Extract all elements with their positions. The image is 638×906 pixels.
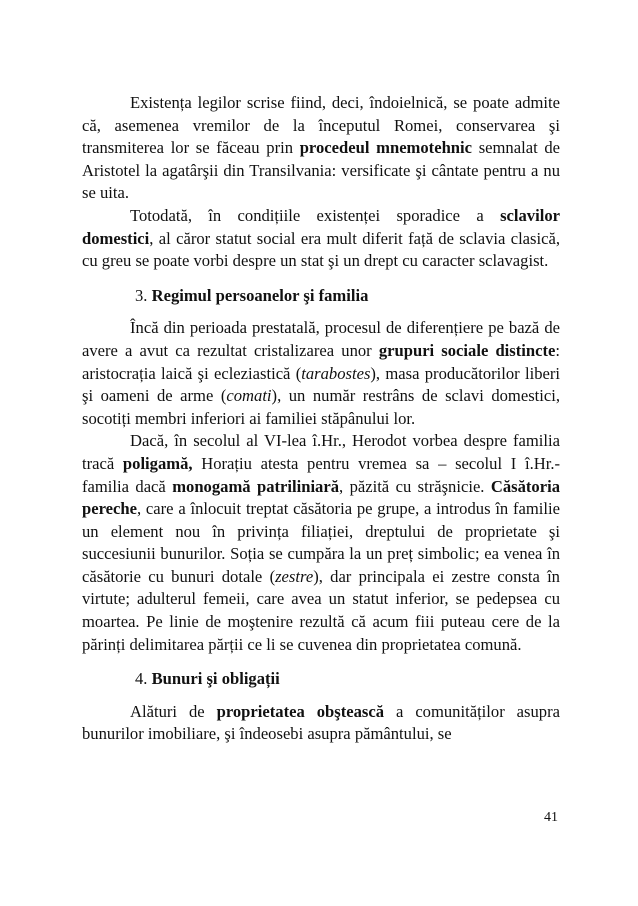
document-page <box>82 92 560 746</box>
text-run: Totodată, în condițiile existenței sporadice a <box>130 205 501 225</box>
text-run: poligamă, <box>122 453 193 473</box>
text-run: Alături de <box>130 701 217 721</box>
section-heading-4 <box>82 668 560 691</box>
paragraph-sclavi-domestici <box>82 205 560 273</box>
paragraph-proprietatea-obsteasca <box>82 701 560 746</box>
text-run: Horațiu atesta pentru vremea sa – secolul I î.Hr.- familia dacă <box>82 453 560 496</box>
text-run: procedeul mnemotehnic <box>299 138 473 158</box>
text-run: comati <box>226 386 272 406</box>
text-run: 4. <box>135 669 152 689</box>
text-run: ), masa producătorilor liberi şi oameni de arme ( <box>82 363 560 406</box>
text-run: proprietatea obştească <box>216 701 385 721</box>
text-run: zestre <box>275 566 314 586</box>
text-run: monogamă patriliniară <box>172 476 340 496</box>
paragraph-legi-scrise <box>82 92 560 205</box>
text-run: a comunităților asupra bunurilor imobiliare, şi îndeosebi asupra pământului, se <box>82 701 560 744</box>
text-run: ), dar principala ei zestre consta în virtute; adulterul femeii, care avea un statut inferior, se pedepsea cu moartea. Pe linie de moştenire rezultă că acum fiii puteau cere de la părinți delimitarea părții ce li se cuvenea din proprietatea comună. <box>82 566 560 654</box>
paragraph-familia-traca <box>82 430 560 656</box>
text-run: semnalat de Aristotel la agatârşii din Transilvania: versificate şi cântate pentru a nu se uita. <box>82 138 561 203</box>
text-run: Căsătoria pereche <box>82 476 560 519</box>
text-run: tarabostes <box>301 363 371 383</box>
text-run: ), un număr restrâns de sclavi domestici, socotiți membri inferiori ai familiei stăpânului lor. <box>82 386 560 428</box>
text-run: sclavilor domestici <box>82 205 560 248</box>
text-run: Regimul persoanelor şi familia <box>151 285 369 305</box>
text-run: , păzită cu străşnicie. <box>339 476 491 496</box>
text-run: grupuri sociale distincte <box>378 340 556 360</box>
paragraph-perioada-prestatala <box>82 317 560 430</box>
text-run: Încă din perioada prestatală, procesul de diferențiere pe bază de avere a avut ca rezultat cristalizarea unor <box>82 318 560 360</box>
text-run: 3. <box>135 285 152 305</box>
text-run: Dacă, în secolul al VI-lea î.Hr., Herodot vorbea despre familia tracă <box>82 431 560 473</box>
text-run: : aristocrația laică şi ecleziastică ( <box>82 340 560 383</box>
text-run: Existența legilor scrise fiind, deci, îndoielnică, se poate admite că, asemenea vremilor de la începutul Romei, conservarea şi transmiterea lor se făceau prin <box>82 93 560 158</box>
text-run: , care a înlocuit treptat căsătoria pe grupe, a introdus în familie un element nou în privința filiației, dreptului de proprietate şi succesiunii bunurilor. Soția se cumpăra la un preț simbolic; ea venea în căsătorie cu bunuri dotale ( <box>82 499 560 586</box>
page-number: 41 <box>544 810 558 825</box>
text-run: , al căror statut social era mult diferit față de sclavia clasică, cu greu se poate vorbi despre un stat şi un drept cu caracter sclavagist. <box>82 228 560 271</box>
section-heading-3 <box>82 285 560 308</box>
text-run: Bunuri şi obligații <box>151 669 280 689</box>
